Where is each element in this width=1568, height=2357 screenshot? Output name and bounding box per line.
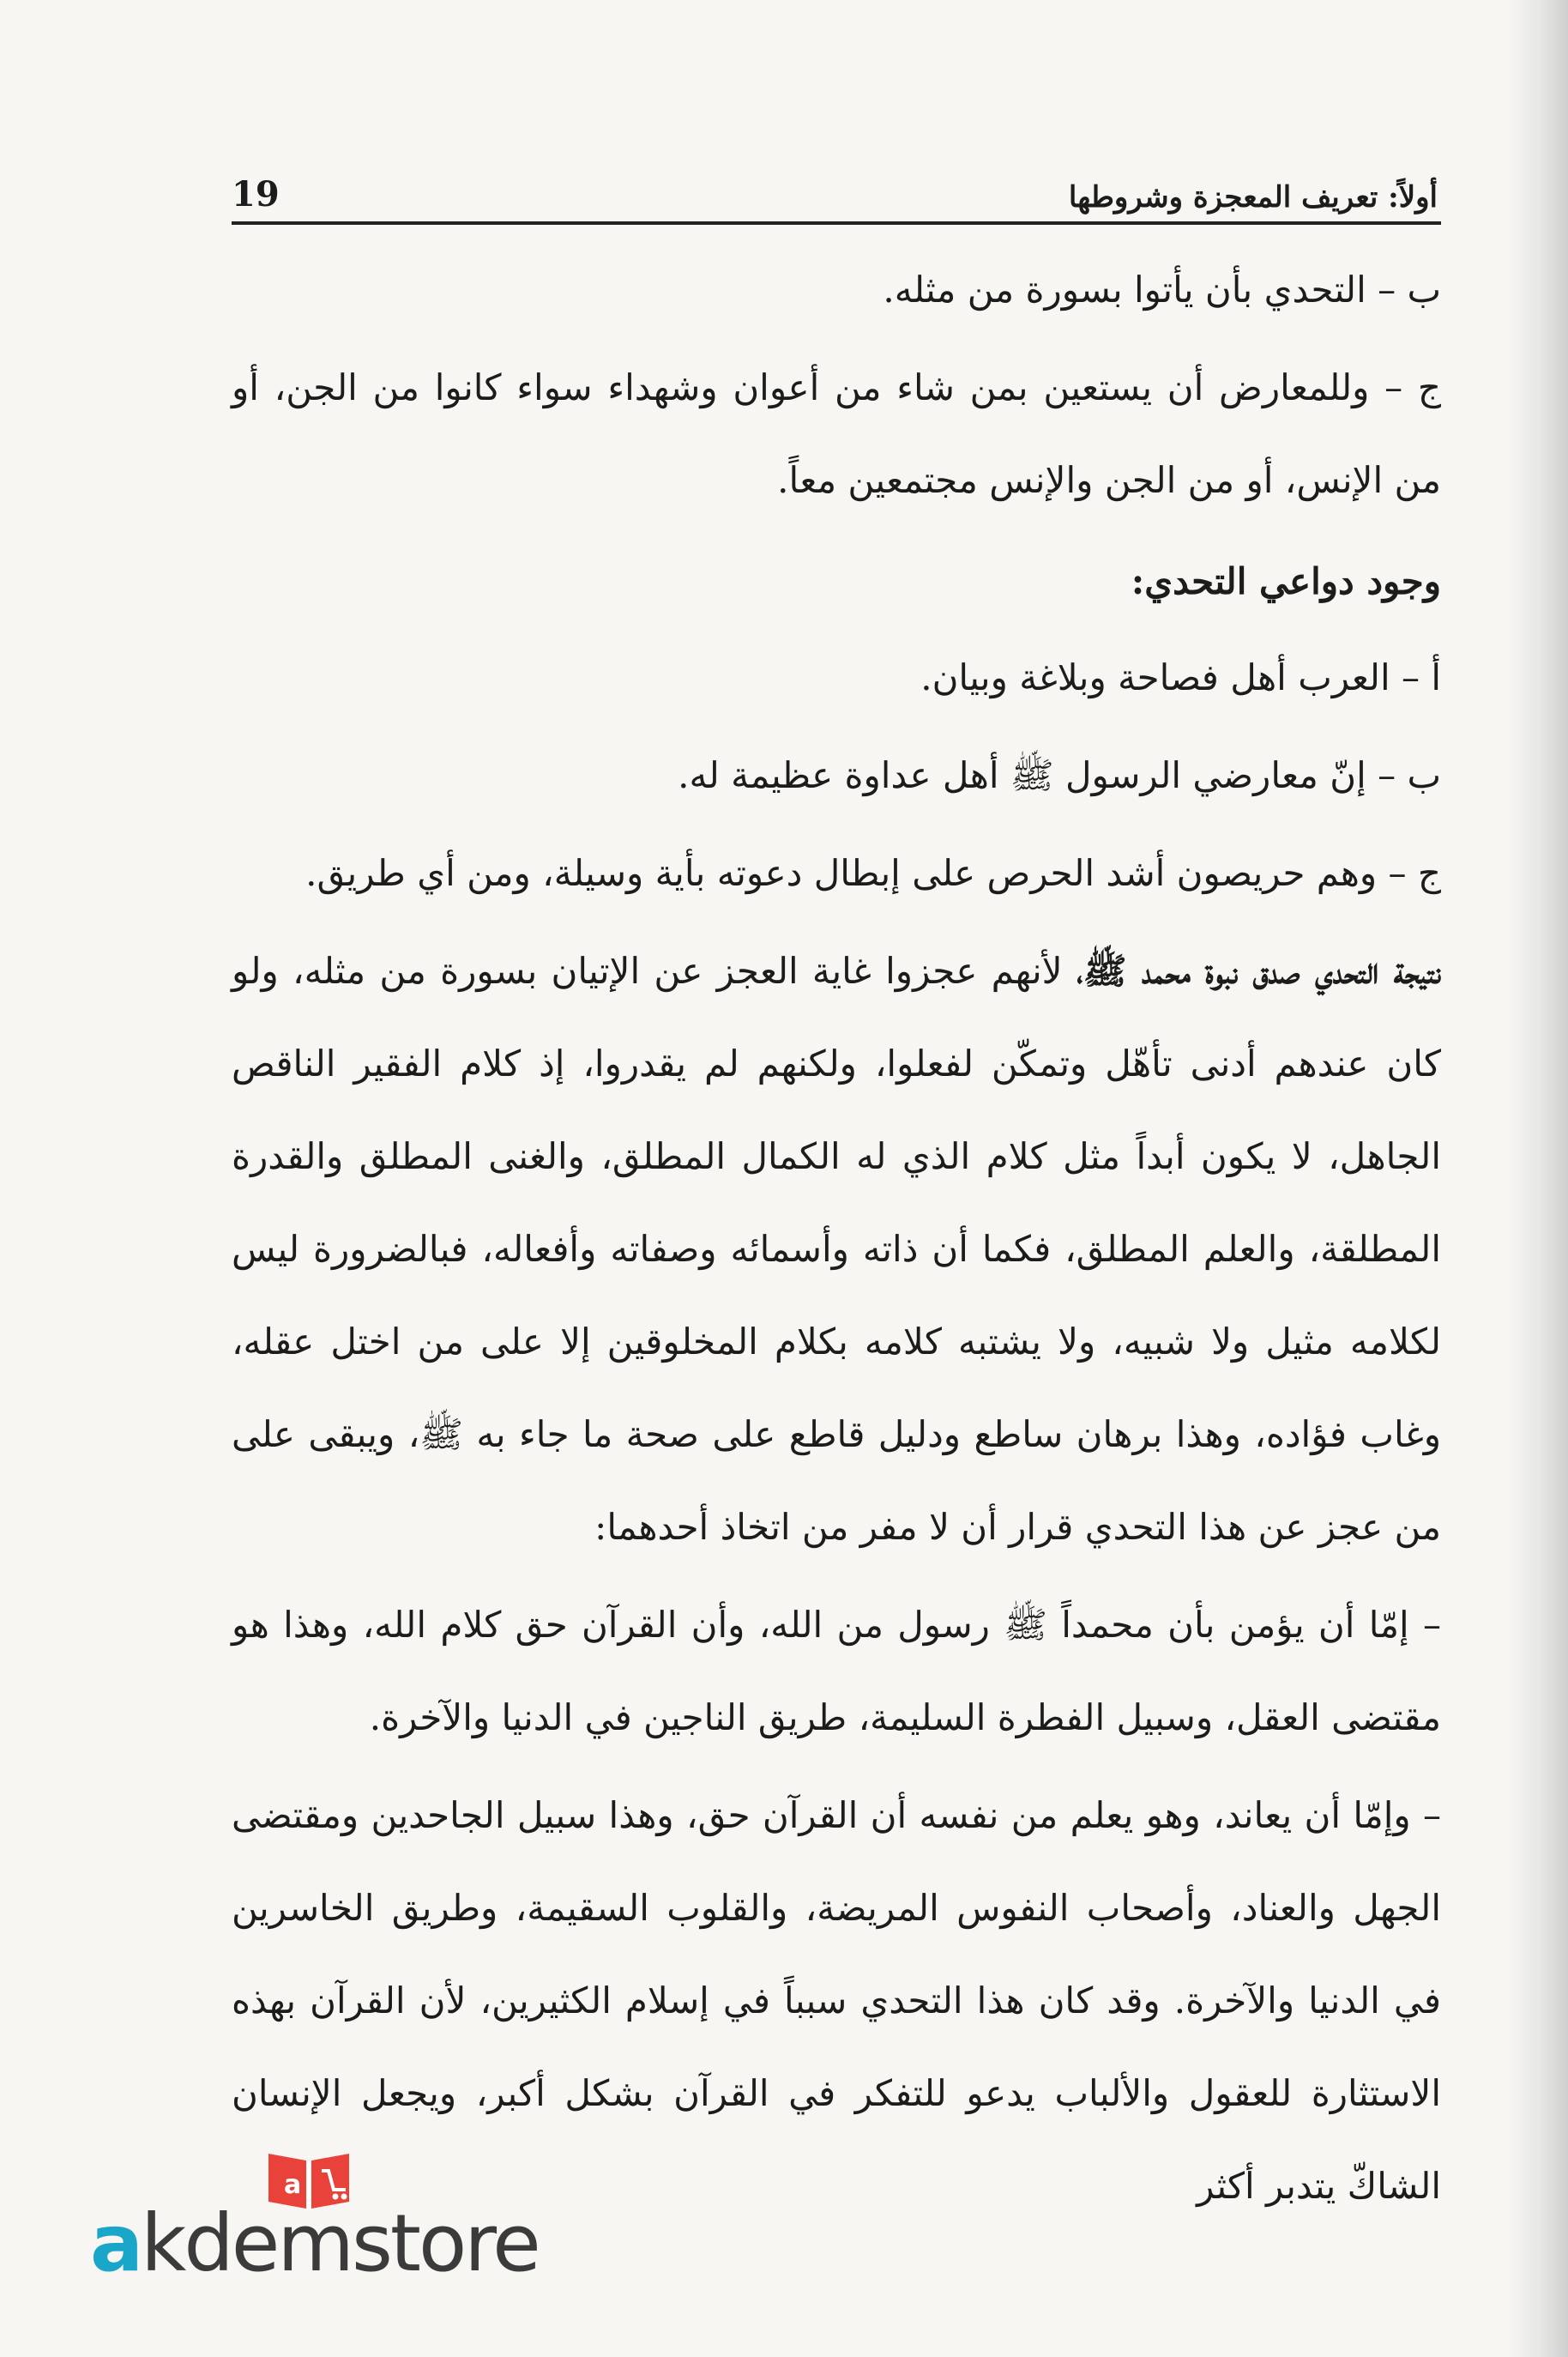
paragraph-challenge-surah: ب – التحدي بأن يأتوا بسورة من مثله. — [883, 269, 1441, 311]
result-lead: نتيجة التحدي صدق نبوة محمد ﷺ، — [1076, 950, 1441, 992]
paragraph-arabs-eloquence: أ – العرب أهل فصاحة وبلاغة وبيان. — [920, 656, 1441, 698]
paragraph-option-believe: – إمّا أن يؤمن بأن محمداً ﷺ رسول من الله، وأن القرآن حق كلام الله، وهذا هو مقتضى العقل، وسبيل الفطرة السليمة، طريق الناجين في الدنيا والآخرة. — [232, 1604, 1441, 1738]
store-watermark-logo — [90, 2119, 570, 2291]
paragraph-option-deny: – وإمّا أن يعاند، وهو يعلم من نفسه أن القرآن حق، وهذا سبيل الجاحدين ومقتضى الجهل والعناد، وأصحاب النفوس المريضة، والقلوب السقيمة، وطريق الخاسرين في الدنيا والآخرة. وقد كان هذا التحدي سبباً في إسلام الكثيرين، لأن القرآن بهذه الاستثارة للعقول والألباب يدعو للتفكر في القرآن بشكل أكبر، ويجعل الإنسان الشاكّ يتدبر أكثر — [232, 1794, 1441, 2207]
page-body — [232, 244, 1441, 2233]
paragraph-result — [232, 925, 1441, 1574]
result-text: لأنهم عجزوا غاية العجز عن الإتيان بسورة من مثله، ولو كان عندهم أدنى تأهّل وتمكّن لفعلوا، ولكنهم لم يقدروا، إذ كلام الفقير الناقص الجاهل، لا يكون أبداً مثل كلام الذي له الكمال المطلق، والغنى المطلق والقدرة المطلقة، والعلم المطلق، فكما أن ذاته وأسمائه وصفاته وأفعاله، فبالضرورة ليس لكلامه مثيل ولا شبيه، ولا يشتبه كلامه بكلام المخلوقين إلا على من اختل عقله، وغاب فؤاده، وهذا برهان ساطع ودليل قاطع على صحة ما جاء به ﷺ، ويبقى على من عجز عن هذا التحدي قرار أن لا مفر من اتخاذ أحدهما: — [232, 950, 1441, 1548]
svg-text:a: a — [284, 2170, 302, 2200]
chapter-title: أولاً: تعريف المعجزة وشروطها — [1068, 180, 1438, 215]
store-name: akdemstore — [90, 2197, 539, 2289]
book-binding-shadow — [1508, 0, 1568, 2357]
paragraph-opponents: ب – إنّ معارضي الرسول ﷺ أهل عداوة عظيمة له. — [678, 754, 1441, 796]
paragraph-eager: ج – وهم حريصون أشد الحرص على إبطال دعوته بأية وسيلة، ومن أي طريق. — [305, 852, 1441, 894]
page-number: 19 — [232, 174, 280, 215]
book-page — [232, 150, 1441, 2238]
running-header — [232, 150, 1441, 225]
paragraph-helpers: ج – وللمعارض أن يستعين بمن شاء من أعوان وشهداء سواء كانوا من الجن، أو من الإنس، أو من الجن والإنس مجتمعين معاً. — [232, 366, 1441, 501]
section-heading: وجود دواعي التحدي: — [1131, 560, 1441, 602]
